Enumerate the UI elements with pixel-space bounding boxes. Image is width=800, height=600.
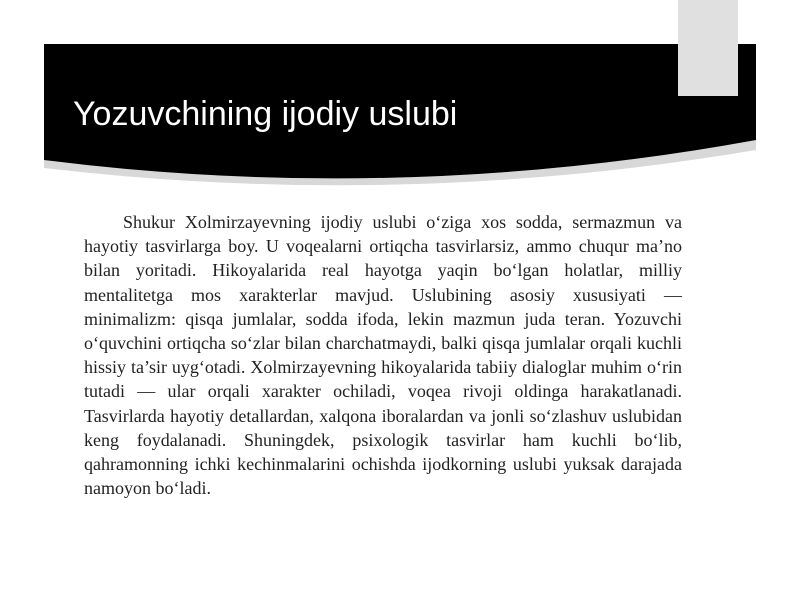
slide-title: Yozuvchining ijodiy uslubi [73, 95, 458, 133]
slide-body-text: Shukur Xolmirzayevning ijodiy uslubi o‘ziga xos sodda, sermazmun va hayotiy tasvirlarga boy. U voqealarni ortiqcha tasvirlarsiz, ammo chuqur ma’no bilan yoritadi. Hikoyalarida real hayotga yaqin bo‘lgan holatlar, milliy mentalitetga mos xarakterlar mavjud. Uslubining asosiy xususiyati — minimalizm: qisqa jumlalar, sodda ifoda, lekin mazmun juda teran. Yozuvchi o‘quvchini ortiqcha so‘zlar bilan charchatmaydi, balki qisqa jumlalar orqali kuchli hissiy ta’sir uyg‘otadi. Xolmirzayevning hikoyalarida tabiiy dialoglar muhim o‘rin tutadi — ular orqali xarakter ochiladi, voqea rivoji oldinga harakatlanadi. Tasvirlarda hayotiy detallardan, xalqona iboralardan va jonli so‘zlashuv uslubidan keng foydalanadi. Shuningdek, psixologik tasvirlar ham kuchli bo‘lib, qahramonning ichki kechinmalarini ochishda ijodkorning uslubi yuksak darajada namoyon bo‘ladi. [84, 212, 682, 499]
corner-tab-decoration [678, 0, 738, 96]
